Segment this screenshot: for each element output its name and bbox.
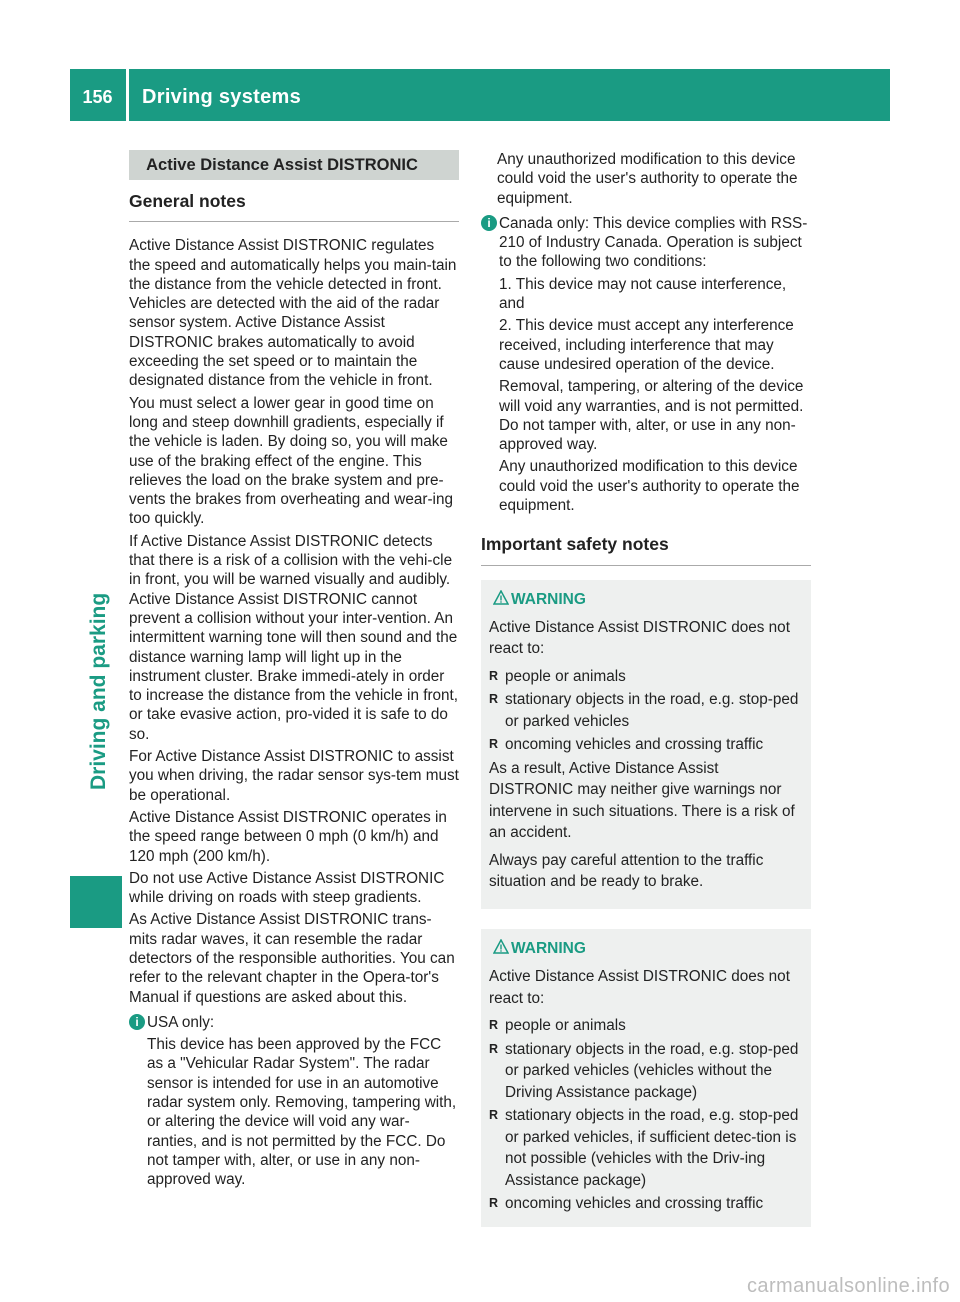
warning-label: WARNING — [511, 939, 586, 957]
bullet-item: R people or animals — [489, 1015, 803, 1037]
warning-box-1 — [481, 580, 811, 909]
page-title: Driving systems — [142, 86, 302, 108]
paragraph: Active Distance Assist DISTRONIC regulates the speed and automatically helps you main-tain the distance from the vehicle detected in front. Vehicles are detected with the aid of the radar sensor system. Active Distance Assist DISTRONIC brakes automatically to avoid exceeding the set speed or to maintain the designated distance from the vehicle in front. — [129, 237, 457, 390]
warning-box-2 — [481, 929, 811, 1227]
section-title-bar — [129, 150, 459, 180]
canada-intro: Canada only: This device complies with RSS-210 of Industry Canada. Operation is subject to the following two conditions: — [499, 214, 808, 271]
bullet-item: R oncoming vehicles and crossing traffic — [489, 1193, 803, 1215]
page-number: 156 — [82, 87, 113, 107]
bullet-item: R stationary objects in the road, e.g. stop-ped or parked vehicles — [489, 689, 803, 732]
info-icon: i — [481, 215, 497, 231]
warning-heading — [489, 939, 803, 958]
warning-result: As a result, Active Distance Assist DISTRONIC may neither give warnings nor intervene in such situations. There is a risk of an accident. — [489, 759, 795, 842]
warning-intro: Active Distance Assist DISTRONIC does not react to: — [489, 618, 790, 658]
watermark: carmanualsonline.info — [747, 1275, 950, 1297]
paragraph: You must select a lower gear in good time on long and steep downhill gradients, especially if the vehicle is laden. By doing so, you will make use of the braking effect of the engine. This relieves the load on the brake system and pre-vents the brakes from overheating and wear-ing too quickly. — [129, 394, 453, 528]
right-column — [481, 150, 811, 1227]
section-title: Active Distance Assist DISTRONIC — [146, 156, 418, 174]
paragraph: For Active Distance Assist DISTRONIC to assist you when driving, the radar sensor sys-tem must be operational. — [129, 748, 459, 804]
canada-cond1: 1. This device may not cause interference, and — [499, 275, 787, 313]
warning-triangle-icon — [493, 590, 509, 606]
header-divider — [126, 69, 129, 121]
warning-heading — [489, 590, 803, 609]
canada-unauthorized: Any unauthorized modification to this device could void the user's authority to operate the equipment. — [499, 458, 800, 515]
paragraph: Active Distance Assist DISTRONIC operates in the speed range between 0 mph (0 km/h) and 120 mph (200 km/h). — [129, 808, 447, 865]
subsection-title: General notes — [129, 180, 459, 222]
canada-info-note — [481, 214, 811, 515]
bullet-item: R people or animals — [489, 666, 803, 688]
canada-cond2: 2. This device must accept any interference received, including interference that may cause undesired operation of the device. — [499, 317, 794, 373]
bullet-item: R stationary objects in the road, e.g. stop-ped or parked vehicles (vehicles without the Driving Assistance package) — [489, 1039, 803, 1104]
warning-label: WARNING — [511, 590, 586, 608]
side-tab-label-wrap — [82, 470, 122, 810]
safety-title: Important safety notes — [481, 523, 811, 565]
left-column — [129, 150, 459, 1193]
usa-note-text: This device has been approved by the FCC as a "Vehicular Radar System". The radar sensor is intended for use in an automotive radar system only. Removing, tampering with, or altering the device will void any war-ranties, and is not permitted by the FCC. Do not tamper with, alter, or use in any non-approved way. — [147, 1036, 457, 1189]
warning-advice: Always pay careful attention to the traffic situation and be ready to brake. — [489, 851, 764, 891]
paragraph: Do not use Active Distance Assist DISTRONIC while driving on roads with steep gradients. — [129, 869, 445, 907]
warning-intro: Active Distance Assist DISTRONIC does not react to: — [489, 968, 790, 1007]
usa-info-note — [129, 1013, 459, 1190]
paragraph: If Active Distance Assist DISTRONIC detects that there is a risk of a collision with the vehi-cle in front, you will be warned visually and audibly. Active Distance Assist DISTRONIC cannot prevent a collision without your inter-vention. An intermittent warning tone will then sound and the distance warning lamp will light up in the instrument cluster. Brake immedi-ately in order to increase the distance from the vehicle in front, or take evasive action, pro-vided it is safe to do so. — [129, 532, 459, 743]
bullet-item: R stationary objects in the road, e.g. stop-ped or parked vehicles, if sufficient detec-tion is not possible (vehicles with the Driv-ing Assistance package) — [489, 1105, 803, 1191]
usa-note-end: Any unauthorized modification to this device could void the user's authority to operate the equipment. — [497, 151, 798, 207]
warning-triangle-icon — [493, 939, 509, 955]
info-icon: i — [129, 1014, 145, 1030]
side-tab-label: Driving and parking — [87, 592, 110, 790]
usa-note-title: USA only: — [147, 1013, 215, 1031]
side-tab-marker — [70, 876, 122, 928]
paragraph: As Active Distance Assist DISTRONIC trans-mits radar waves, it can resemble the radar detectors of the responsible authorities. You can refer to the relevant chapter in the Opera-tor's Manual if questions are asked about this. — [129, 911, 455, 1006]
bullet-item: R oncoming vehicles and crossing traffic — [489, 734, 803, 756]
canada-removal: Removal, tampering, or altering of the device will void any warranties, and is not permitted. Do not tamper with, alter, or use in any non-approved way. — [499, 378, 804, 454]
